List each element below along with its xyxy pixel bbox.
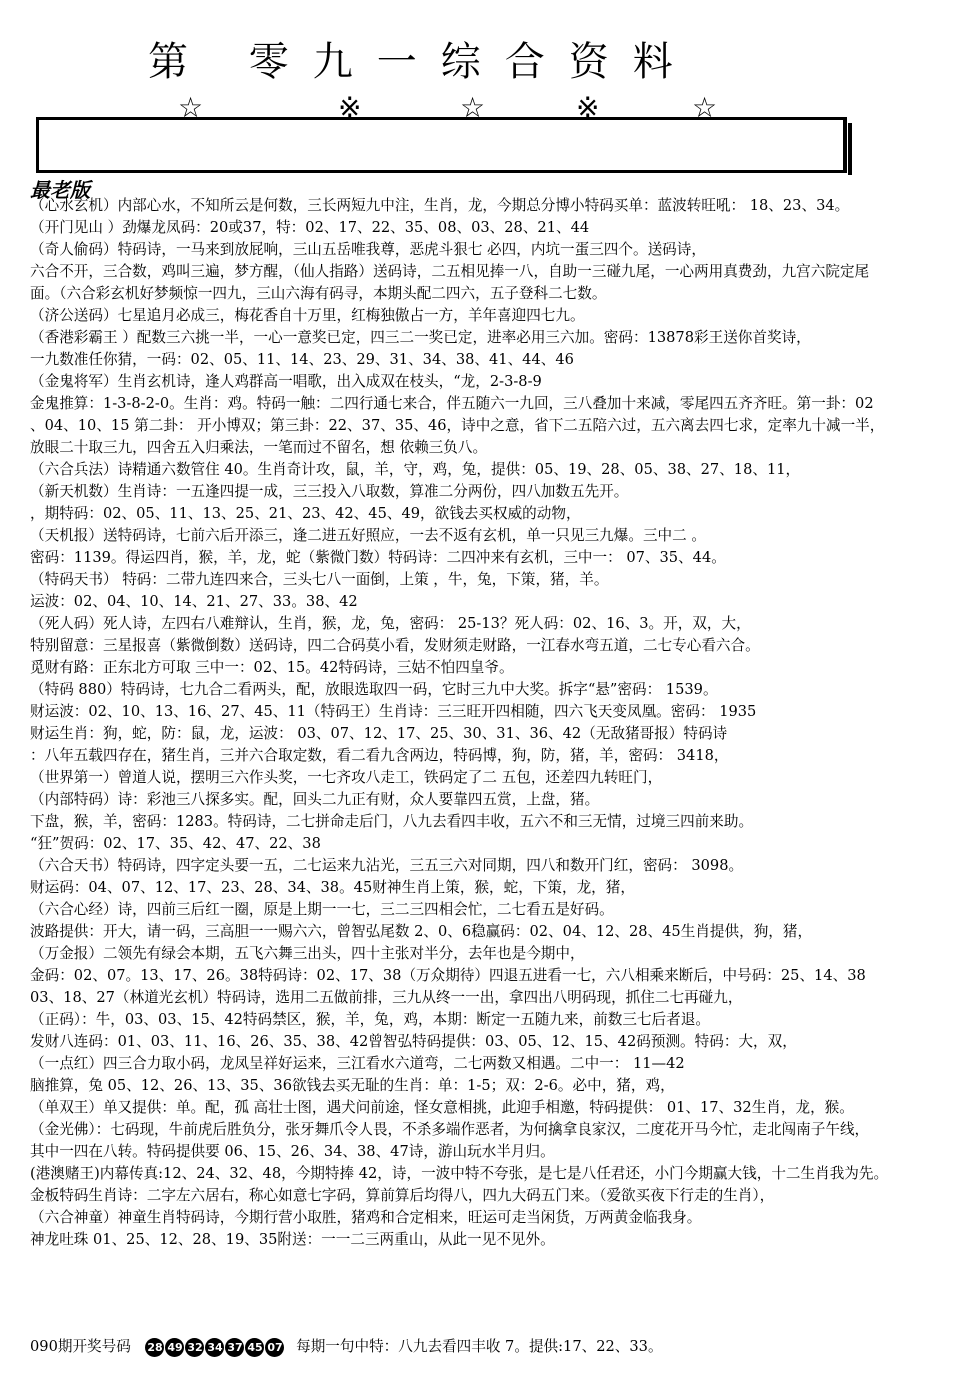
text-line: 、04、10、15 第二卦： 开小博双；第三卦：22、37、35、46，诗中之意，省下二五陪六过，五六离去四七求，定率九十减一半， xyxy=(30,417,885,434)
text-line: 六合不开，三合数，鸡叫三遍，梦方醒，（仙人指路）送码诗，二五相见捧一八，自助一三碰九尾，一心两用真费劲，九宫六院定尾 xyxy=(30,263,870,280)
text-line: （济公送码）七星追月必成三，梅花香自十万里，红梅独傲占一方，羊年喜迎四七九。 xyxy=(30,307,585,324)
text-line: 波路提供：开大，请一码，三高胆一一赐六六，曾智弘尾数 2、0、6稳赢码：02、04、12、28、45生肖提供，狗，猪， xyxy=(30,923,813,940)
number-ball: 49 xyxy=(165,1338,184,1357)
number-ball: 45 xyxy=(245,1338,264,1357)
reference-mark-icon: ※ xyxy=(576,91,600,124)
text-line: ，期特码：02、05、11、13、25、21、23、42、45、49，欲钱去买权威的动物， xyxy=(30,505,581,522)
text-line: （香港彩霸王 ）配数三六挑一半，一心一意奖已定，四三二一奖已定，进率必用三六加。密码：13878彩王送你首奖诗， xyxy=(30,329,811,346)
star-icon: ☆ xyxy=(178,91,204,124)
text-line: （内部特码）诗：彩池三八探多实。配，回头二九正有财，众人要靠四五赏，上盘，猪。 xyxy=(30,791,600,808)
text-line: （六合天书）特码诗，四字定头要一五，二七运来九沾光，三五三六对同期，四八和数开门红，密码： 3098。 xyxy=(30,857,744,874)
text-line: 其中一四在八转。特码提供要 06、15、26、34、38、47诗，游山玩水半月归。 xyxy=(30,1143,555,1160)
text-line: （金光佛）：七码现，牛前虎后胜负分，张牙舞爪令人畏，不杀多端作恶者，为何擒拿良家汉，二度花开马今忙，走北闯南子午线， xyxy=(30,1121,870,1138)
text-line: （特码 880）特码诗，七九合二看两头，配，放眼选取四一码，它时三九中大奖。拆字“悬”密码： 1539。 xyxy=(30,681,718,698)
text-line: 密码：1139。得运四肖，猴，羊，龙，蛇（紫微门数）特码诗：二四冲来有玄机，三中一： 07、35、44。 xyxy=(30,549,726,566)
text-line: 放眼二十取三九，四舍五入归乘法，一笔而过不留名，想 依赖三负八。 xyxy=(30,439,488,456)
text-line: （新天机数）生肖诗：一五逢四提一成，三三投入八取数，算准二分两份，四八加数五先开。 xyxy=(30,483,629,500)
text-line: 金鬼推算：1-3-8-2-0。生肖：鸡。特码一触：二四行通七来合，伴五随六一九回，三八叠加十来减，零尾四五齐齐旺。第一卦：02 xyxy=(30,395,874,412)
text-line: 金板特码生肖诗：二字左六居右，称心如意七字码，算前算后均得八，四九大码五门来。（爱欲买夜下行走的生肖）， xyxy=(30,1187,775,1204)
text-line: 财运波：02、10、13、16、27、45、11（特码王）生肖诗：三三旺开四相随，四六飞天变凤凰。密码： 1935 xyxy=(30,703,757,720)
text-line: ：八年五载四存在，猪生肖，三并六合取定数，看二看九含两边，特码博，狗，防，猪，羊，密码： 3418， xyxy=(30,747,729,764)
number-ball: 34 xyxy=(205,1338,224,1357)
text-line: 一九数准任你猜，一码：02、05、11、14、23、29、31、34、38、41、44、46 xyxy=(30,351,574,368)
text-line: 下盘，猴，羊，密码：1283。特码诗，二七拼命走后门，八九去看四丰收，五六不和三无情，过境三四前来助。 xyxy=(30,813,754,830)
star-icon: ☆ xyxy=(692,91,718,124)
text-line: 运波：02、04、10、14、21、27、33。38、42 xyxy=(30,593,358,610)
text-line: （六合兵法）诗精通六数管住 40。生肖奇计攻，鼠，羊，守，鸡，兔，提供：05、19、28、05、38、27、18、11， xyxy=(30,461,801,478)
text-line: （一点红）四三合力取小码，龙凤呈祥好运来，三江看水六道弯，二七两数又相遇。二中一： 11—42 xyxy=(30,1055,685,1072)
text-line: (港澳赌王)内幕传真:12、24、32、48，今期特捧 42，诗，一波中特不夸张，是七是八任君还，小门今期赢大钱，十二生肖我为先。 xyxy=(30,1165,889,1182)
text-line: （万金报）二领先有绿会本期，五飞六舞三出头，四十主张对半分，去年也是今期中， xyxy=(30,945,585,962)
text-line: （天机报）送特码诗，七前六后开添三，逢二进五好照应，一去不返有玄机，单一只见三九爆。三中二 。 xyxy=(30,527,706,544)
text-line: 脑推算，兔 05、12、26、13、35、36欲钱去买无耻的生肖：单：1-5；双：2-6。必中，猪，鸡， xyxy=(30,1077,675,1094)
text-line: （六合神童）神童生肖特码诗，今期行营小取胜，猪鸡和合定相来，旺运可走当闲货，万两黄金临我身。 xyxy=(30,1209,702,1226)
text-line: （开门见山 ）劲爆龙凤码：20或37，特：02、17、22、35、08、03、28、21、44 xyxy=(30,219,590,236)
number-ball: 28 xyxy=(145,1338,164,1357)
text-line: 觅财有路：正东北方可取 三中一：02、15。42特码诗，三姑不怕四皇爷。 xyxy=(30,659,514,676)
text-line: （单双王）单又提供：单。配，孤 高壮士图，遇犬问前途，怪女意相挑，此迎手相邀，特码提供： 01、17、32生肖，龙，猴。 xyxy=(30,1099,854,1116)
reference-mark-icon: ※ xyxy=(338,91,362,124)
result-balls xyxy=(145,1334,285,1360)
text-line: 财运码：04、07、12、17、23、28、34、38。45财神生肖上策，猴，蛇，下策，龙，猪， xyxy=(30,879,635,896)
page-title: 第 零九一综合资料 xyxy=(148,39,697,85)
content-body xyxy=(30,195,945,1251)
number-ball: 37 xyxy=(225,1338,244,1357)
text-line: （死人码）死人诗，左四右八难辩认，生肖，猴，龙，兔，密码： 25-13？死人码：02、16、3。开，双，大， xyxy=(30,615,751,632)
text-line: （特码天书） 特码：二带九连四来合，三头七八一面倒，上策 ，牛，兔，下策，猪，羊。 xyxy=(30,571,609,588)
text-line: 财运生肖：狗，蛇，防：鼠，龙，运波： 03、07、12、17、25、30、31、36、42（无敌猪哥报）特码诗 xyxy=(30,725,728,742)
footer xyxy=(30,1334,663,1360)
text-line: 神龙吐珠 01、25、12、28、19、35附送：一一二三两重山，从此一见不见外。 xyxy=(30,1231,555,1248)
text-line: （六合心经）诗，四前三后红一圈，原是上期一一七，三二三四相会忙，二七看五是好码。 xyxy=(30,901,614,918)
text-line: 特别留意：三星报喜（紫微倒数）送码诗，四二合码莫小看，发财须走财路，一江春水弯五道，二七专心看六合。 xyxy=(30,637,760,654)
text-line: 金码：02、07。13、17、26。38特码诗：02、17、38（万众期待）四退五进看一七，六八相乘来断后，中号码：25、14、38 xyxy=(30,967,866,984)
draw-label: 090期开奖号码 xyxy=(30,1338,131,1355)
text-line: （金鬼将军）生肖玄机诗，逢人鸡群高一唱歌，出入成双在枝头，“龙，2-3-8-9 xyxy=(30,373,542,390)
number-ball: 07 xyxy=(265,1338,284,1357)
text-line: （奇人偷码）特码诗，一马来到放屁响，三山五岳唯我尊，恶虎斗狠七 必四，内坑一蛋三四个。送码诗， xyxy=(30,241,706,258)
footer-note: 每期一句中特：八九去看四丰收 7。提供:17、22、33。 xyxy=(296,1338,663,1355)
text-line: “狂”贺码：02、17、35、42、47、22、38 xyxy=(30,835,321,852)
star-icon: ☆ xyxy=(460,91,486,124)
text-line: 03、18、27（林道光玄机）特码诗，选用二五做前排，三九从终一一出，拿四出八明码现，抓住二七再碰九， xyxy=(30,989,743,1006)
text-line: 面。（六合彩玄机好梦频惊一四九，三山六海有码寻，本期头配二四六，五子登科二七数。 xyxy=(30,285,607,302)
text-line: 发财八连码：01、03、11、16、26、35、38、42曾智弘特码提供：03、05、12、15、42码预测。特码：大，双， xyxy=(30,1033,797,1050)
text-line: （世界第一）曾道人说，摆明三六作头奖，一七齐攻八走工，铁码定了二 五包，还差四九转旺门， xyxy=(30,769,663,786)
empty-frame xyxy=(36,117,847,173)
edition-label: 最老版 xyxy=(30,178,90,202)
text-line: （正码）：牛，03、03、15、42特码禁区，猴，羊，兔，鸡，本期：断定一五随九来，前数三七后者退。 xyxy=(30,1011,710,1028)
text-line: （心水玄机）内部心水，不知所云是何数，三长两短九中注，生肖，龙，今期总分博小特码买单：蓝波转旺吼： 18、23、34。 xyxy=(30,197,850,214)
number-ball: 32 xyxy=(185,1338,204,1357)
